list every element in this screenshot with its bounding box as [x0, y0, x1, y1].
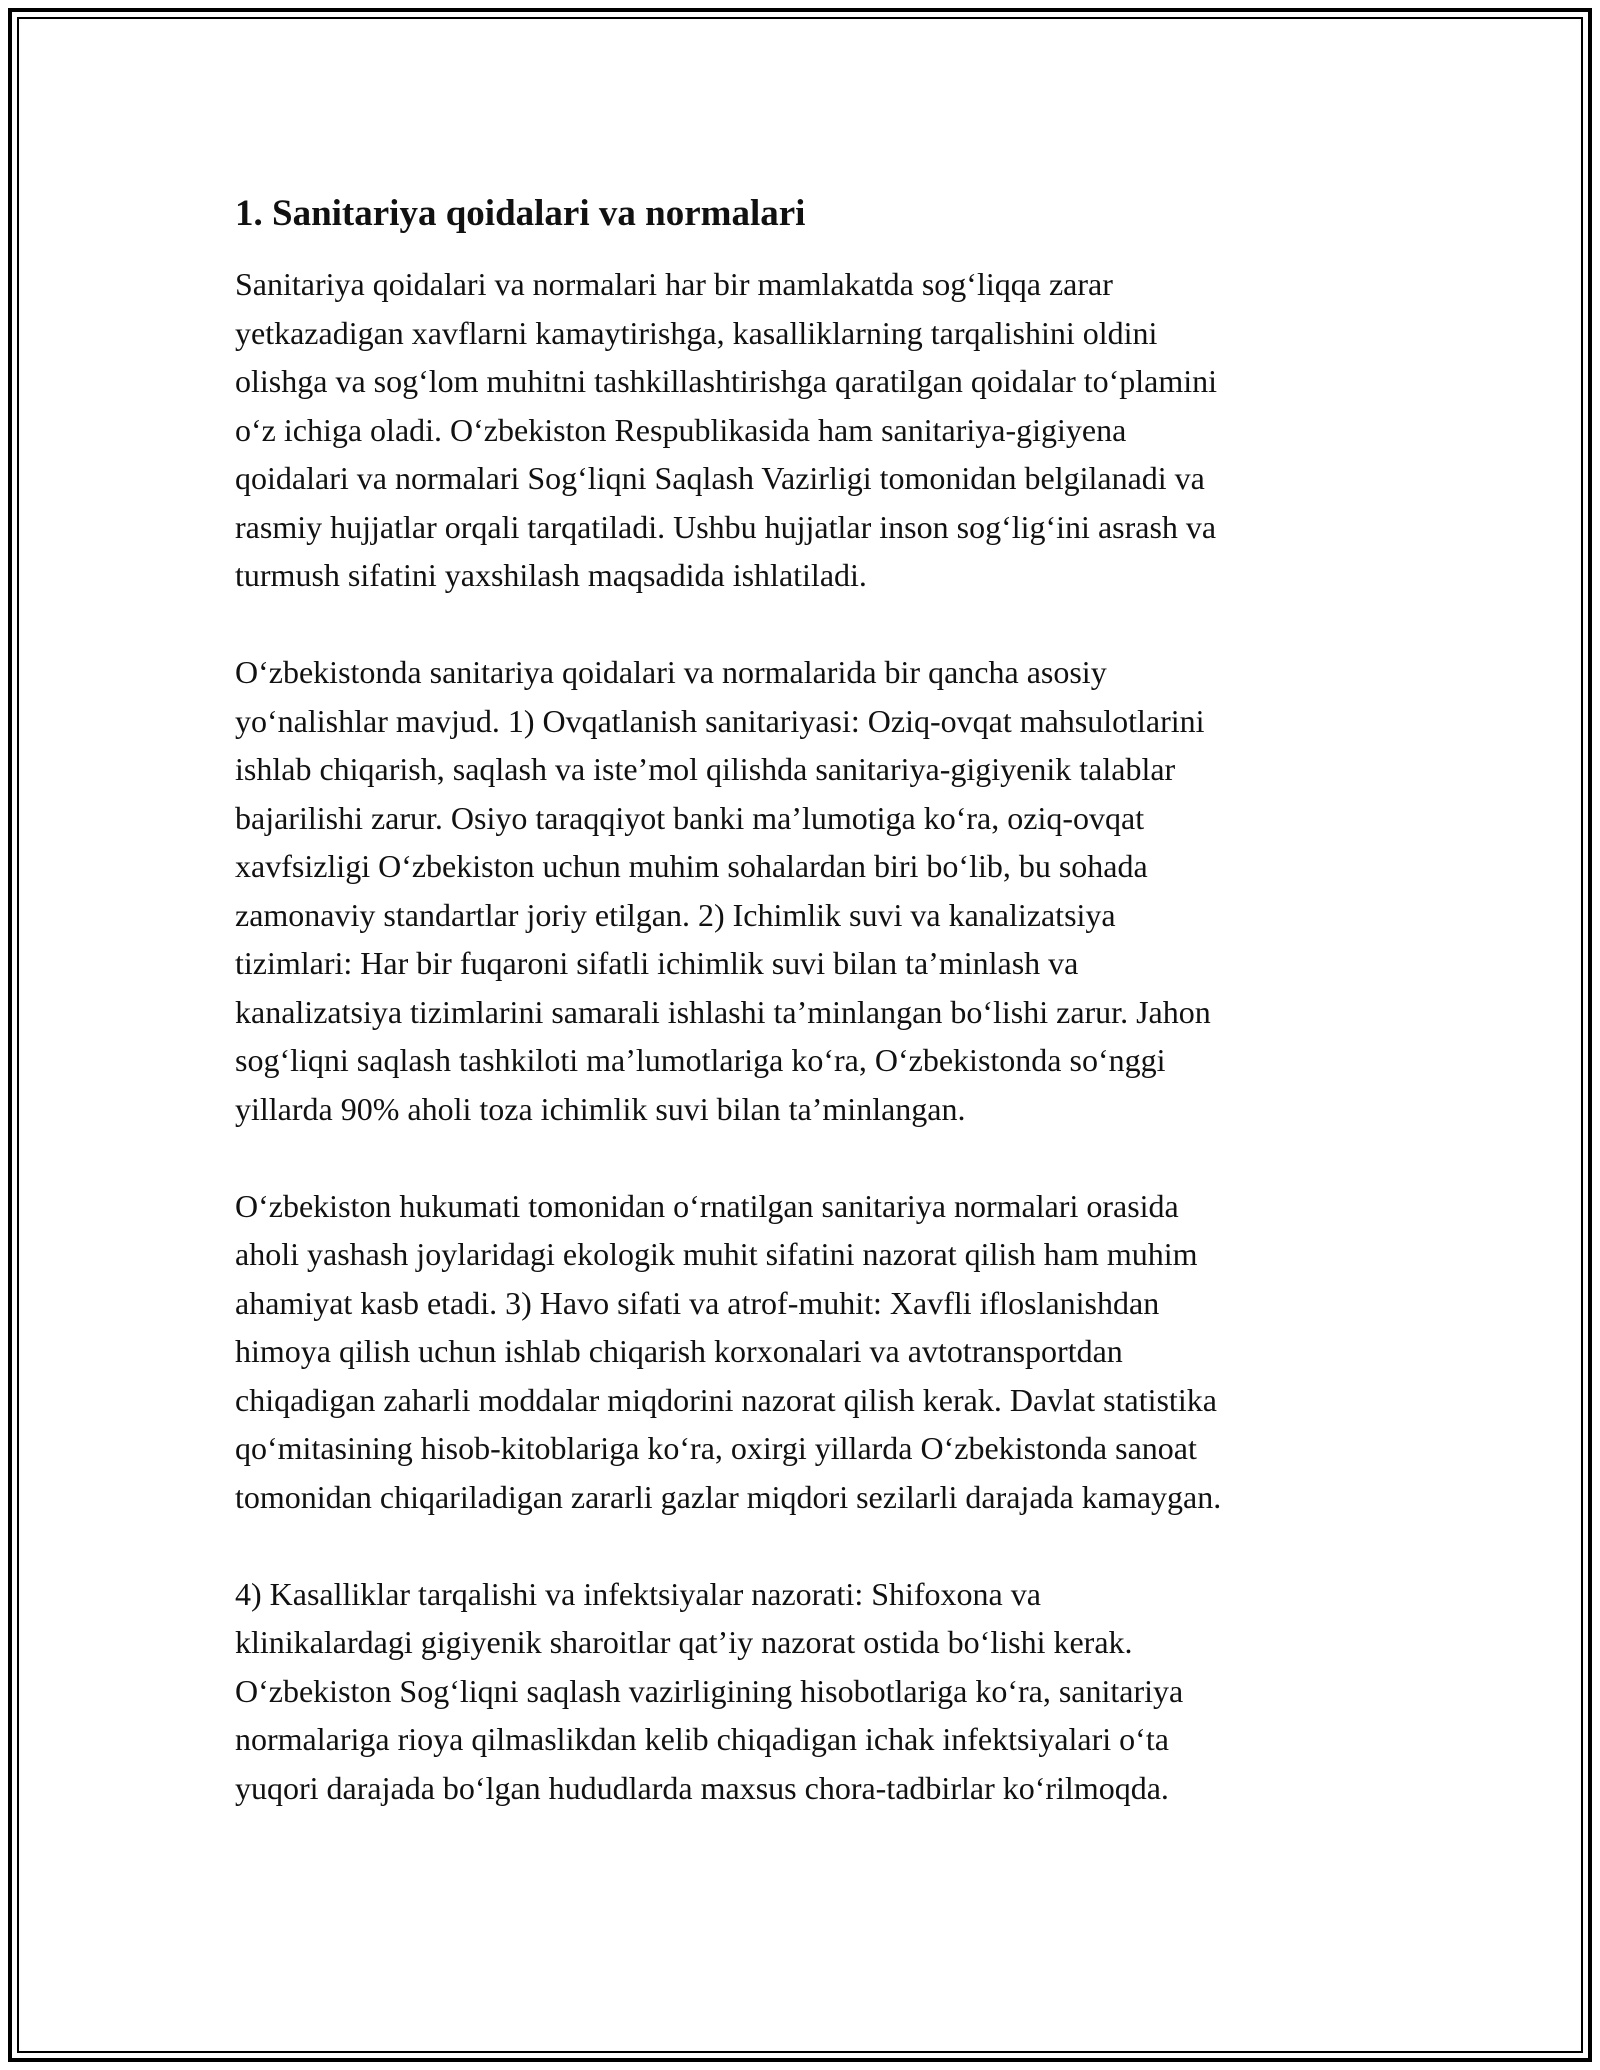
paragraph-infection-control: 4) Kasalliklar tarqalishi va infektsiyalar nazorati: Shifoxona va klinikalardagi gigiyenik sharoitlar qat’iy nazorat ostida bo‘lishi kerak. O‘zbekiston Sog‘liqni saqlash vazirligining hisobotlariga ko‘ra, sanitariya normalariga rioya qilmaslikdan kelib chiqadigan ichak infektsiyalari o‘ta yuqori darajada bo‘lgan hududlarda maxsus chora-tadbirlar ko‘rilmoqda. [235, 1575, 1184, 1806]
paragraph-sanitation-overview: Sanitariya qoidalari va normalari har bir mamlakatda sog‘liqqa zarar yetkazadigan xavflarni kamaytirishga, kasalliklarning tarqalishini oldini olishga va sog‘lom muhitni tashkillashtirishga qaratilgan qoidalar to‘plamini o‘z ichiga oladi. O‘zbekiston Respublikasida ham sanitariya-gigiyena qoidalari va normalari Sog‘liqni Saqlash Vazirligi tomonidan belgilanadi va rasmiy hujjatlar orqali tarqatiladi. Ushbu hujjatlar inson sog‘lig‘ini asrash va turmush sifatini yaxshilash maqsadida ishlatiladi. [235, 266, 1218, 593]
document-body [235, 188, 1375, 1861]
paragraph-air-quality: O‘zbekiston hukumati tomonidan o‘rnatilgan sanitariya normalari orasida aholi yashash joylaridagi ekologik muhit sifatini nazorat qilish ham muhim ahamiyat kasb etadi. 3) Havo sifati va atrof-muhit: Xavfli ifloslanishdan himoya qilish uchun ishlab chiqarish korxonalari va avtotransportdan chiqadigan zaharli moddalar miqdorini nazorat qilish kerak. Davlat statistika qo‘mitasining hisob-kitoblariga ko‘ra, oxirgi yillarda O‘zbekistonda sanoat tomonidan chiqariladigan zararli gazlar miqdori sezilarli darajada kamaygan. [235, 1187, 1222, 1515]
section-title: 1. Sanitariya qoidalari va normalari [235, 193, 806, 234]
paragraph-main-directions: O‘zbekistonda sanitariya qoidalari va normalarida bir qancha asosiy yo‘nalishlar mavjud. 1) Ovqatlanish sanitariyasi: Oziq-ovqat mahsulotlarini ishlab chiqarish, saqlash va iste’mol qilishda sanitariya-gigiyenik talablar bajarilishi zarur. Osiyo taraqqiyot banki ma’lumotiga ko‘ra, oziq-ovqat xavfsizligi O‘zbekiston uchun muhim sohalardan biri bo‘lib, bu sohada zamonaviy standartlar joriy etilgan. 2) Ichimlik suvi va kanalizatsiya tizimlari: Har bir fuqaroni sifatli ichimlik suvi bilan ta’minlash va kanalizatsiya tizimlarini samarali ishlashi ta’minlangan bo‘lishi zarur. Jahon sog‘liqni saqlash tashkiloti ma’lumotlariga ko‘ra, O‘zbekistonda so‘nggi yillarda 90% aholi toza ichimlik suvi bilan ta’minlangan. [235, 654, 1211, 1127]
